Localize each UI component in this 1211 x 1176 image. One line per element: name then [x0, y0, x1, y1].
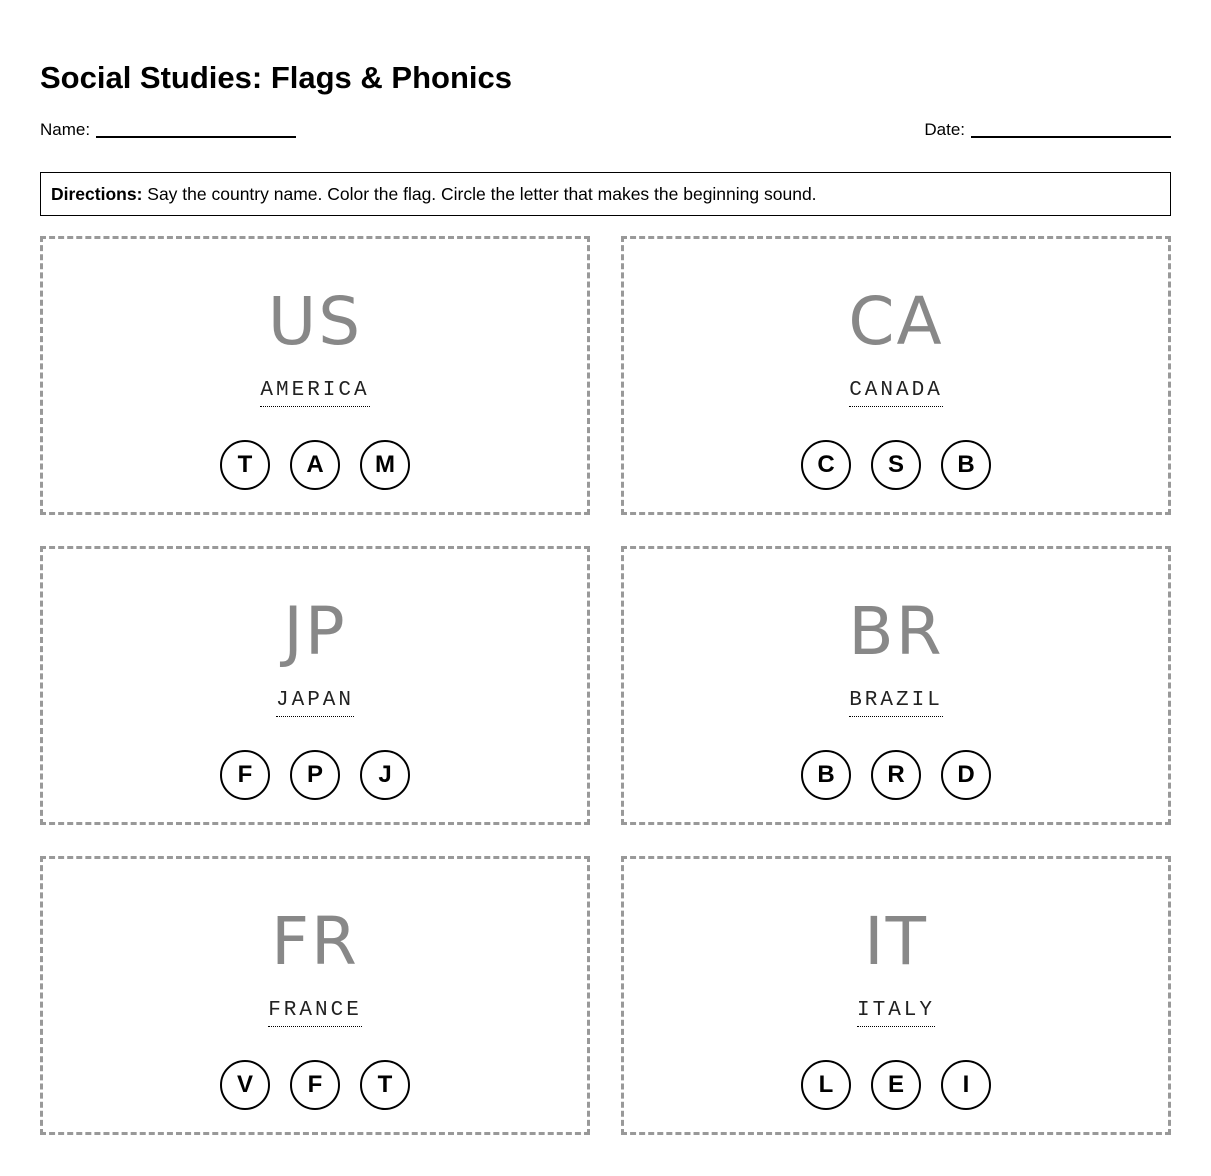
letter-choice[interactable]: B	[941, 440, 991, 490]
country-card-it	[621, 856, 1171, 1135]
letter-choice[interactable]: D	[941, 750, 991, 800]
country-name: BRAZIL	[849, 689, 943, 717]
country-name: ITALY	[857, 999, 935, 1027]
country-card-ca	[621, 236, 1171, 515]
country-card-jp	[40, 546, 590, 825]
country-code: FR	[271, 903, 359, 980]
letter-choice[interactable]: F	[290, 1060, 340, 1110]
letter-choice[interactable]: P	[290, 750, 340, 800]
letter-choice[interactable]: B	[801, 750, 851, 800]
letter-choice[interactable]: I	[941, 1060, 991, 1110]
directions-text: Say the country name. Color the flag. Circle the letter that makes the beginning sound.	[142, 184, 817, 204]
page-title: Social Studies: Flags & Phonics	[40, 60, 512, 95]
date-label: Date:	[924, 120, 965, 139]
letter-choice[interactable]: J	[360, 750, 410, 800]
country-card-us	[40, 236, 590, 515]
country-code: BR	[848, 593, 944, 670]
letter-choices	[624, 750, 1168, 800]
country-code: IT	[864, 903, 928, 980]
letter-choice[interactable]: S	[871, 440, 921, 490]
name-label: Name:	[40, 120, 91, 139]
letter-choice[interactable]: E	[871, 1060, 921, 1110]
date-blank-line[interactable]	[971, 136, 1171, 138]
letter-choice[interactable]: R	[871, 750, 921, 800]
letter-choices	[43, 440, 587, 490]
name-field	[40, 120, 296, 140]
directions-label: Directions:	[51, 184, 143, 204]
letter-choice[interactable]: M	[360, 440, 410, 490]
letter-choice[interactable]: L	[801, 1060, 851, 1110]
country-name: CANADA	[849, 379, 943, 407]
country-name: FRANCE	[268, 999, 362, 1027]
country-name: AMERICA	[260, 379, 369, 407]
date-field	[924, 120, 1171, 140]
letter-choice[interactable]: V	[220, 1060, 270, 1110]
directions-box	[40, 172, 1171, 216]
country-card-fr	[40, 856, 590, 1135]
letter-choices	[624, 440, 1168, 490]
letter-choices	[43, 750, 587, 800]
country-code: US	[267, 283, 363, 360]
letter-choice[interactable]: F	[220, 750, 270, 800]
letter-choices	[624, 1060, 1168, 1110]
name-blank-line[interactable]	[96, 136, 296, 138]
letter-choice[interactable]: C	[801, 440, 851, 490]
country-name: JAPAN	[276, 689, 354, 717]
letter-choices	[43, 1060, 587, 1110]
country-code: CA	[848, 283, 944, 360]
letter-choice[interactable]: T	[360, 1060, 410, 1110]
country-code: JP	[283, 593, 347, 670]
letter-choice[interactable]: T	[220, 440, 270, 490]
letter-choice[interactable]: A	[290, 440, 340, 490]
country-card-br	[621, 546, 1171, 825]
